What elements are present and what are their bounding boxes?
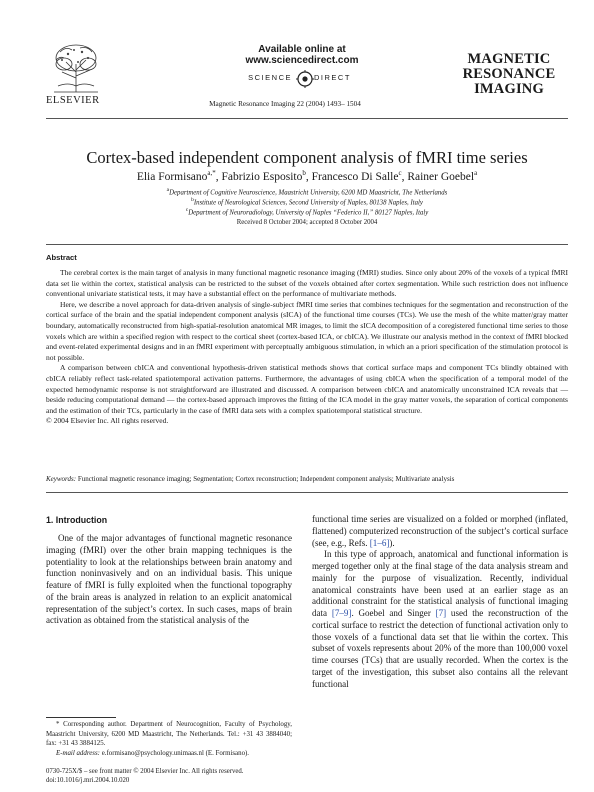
front-matter-info — [46, 767, 306, 785]
reference-link[interactable]: [7] — [435, 608, 447, 618]
journal-brand-line-3: IMAGING — [474, 81, 544, 97]
affiliation-mark: a — [166, 187, 170, 193]
article-title: Cortex-based independent component analysis of fMRI time series — [86, 148, 528, 167]
available-online-banner: Available online at www.sciencedirect.com — [245, 44, 359, 66]
journal-brand-line-1: MAGNETIC — [467, 51, 551, 67]
body-paragraph — [312, 514, 568, 549]
front-matter-line: 0730-725X/$ – see front matter © 2004 Elsevier Inc. All rights reserved. — [46, 768, 244, 775]
author-list: Elia Formisano$^{a,*}$, Fabrizio Esposito$^b$, Francesco Di Salle$^c$, Rainer Goebel$^a$ — [136, 169, 478, 183]
keywords-list: Functional magnetic resonance imaging; Segmentation; Cortex reconstruction; Independent component analysis; Multivariate analysis — [77, 475, 455, 483]
received-dates: Received 8 October 2004; accepted 8 October 2004 — [236, 219, 378, 226]
abstract-heading: Abstract — [46, 253, 77, 262]
author-affiliation-mark: c — [398, 169, 402, 177]
affiliation-text: Department of Neuroradiology, University of Naples “Federico II,” 80127 Naples, Italy — [188, 209, 429, 217]
author-affiliation-mark: b — [302, 169, 306, 177]
journal-citation: Magnetic Resonance Imaging 22 (2004) 1493– 1504 — [209, 100, 361, 108]
author-name: Elia Formisano — [136, 170, 208, 183]
text-run: . Goebel and Singer — [351, 608, 436, 618]
author-affiliation-mark: a,* — [207, 169, 216, 177]
left-column — [46, 533, 292, 627]
abstract-bottom-divider — [46, 492, 568, 493]
text-run: ). — [389, 537, 395, 548]
right-column — [312, 514, 568, 690]
email-line — [46, 749, 292, 759]
email-label: E-mail address: — [56, 749, 100, 757]
author-name: Francesco Di Salle — [311, 170, 399, 183]
text-run: In this type of approach, anatomical and functional information is merged together only at the final stage of the data analysis stream and mainly for the purpose of visualization. Recently, individual anatomical constraints have been used at an earlier stage as an additional constraint for the statistical analysis of functional imaging data — [312, 549, 568, 618]
abstract-top-divider — [46, 244, 568, 245]
affiliation-mark: b — [191, 197, 194, 203]
author-affiliation-mark: a — [474, 169, 478, 177]
keywords — [46, 475, 568, 483]
abstract-paragraph: Here, we describe a novel approach for data-driven analysis of single-subject fMRI time series that combines techniques for the segmentation and reconstruction of the cortical surface of the brain and the spatial independent component analysis (sICA) of the functional time courses (TCs). We use the mesh of the white matter/gray matter boundary, automatically reconstructed from high-spatial-resolution anatomical MR images, to limit the sICA decomposition of a coregistered functional time series to those voxels which are within a specified region with respect to the cortical sheet (cortex-based ICA, or cbICA). We illustrate our analysis method in the context of fMRI blocked and event-related experimental designs and in an fMRI experiment with perceptually ambiguous stimulation, in which an a priori specification of the stimulation protocol is not possible. — [46, 299, 568, 362]
publisher-name: ELSEVIER — [46, 95, 100, 106]
journal-brand-line-2: RESONANCE — [462, 66, 556, 82]
affiliation — [46, 197, 568, 206]
sciencedirect-wordmark: SCIENCE DIRECT — [248, 73, 351, 82]
doi-line[interactable]: doi:10.1016/j.mri.2004.10.020 — [46, 777, 130, 784]
abstract-body — [46, 268, 568, 427]
abstract-paragraph: A comparison between cbICA and conventional hypothesis-driven statistical methods shows that cortical surface maps and component TCs blindly obtained with cbICA reliably reflect task-related spatiotemporal activation patterns. Furthermore, the advantages of using cbICA when the specification of a temporal model of the expected hemodynamic response is not straightforward are illustrated and discussed. A comparison between cbICA and anatomically unconstrained ICA reveals that — beside reducing computational demand — the cortex-based approach improves the fitting of the ICA model in the gray matter voxels, the separation of cortical components and the estimation of their TCs, particularly in the case of fMRI data sets with a complex spatiotemporal statistical structure. — [46, 363, 568, 415]
header-divider — [46, 118, 568, 119]
affiliation-text: Institute of Neurological Sciences, Second University of Naples, 80138 Naples, Italy — [193, 199, 423, 207]
reference-link[interactable]: [7–9] — [331, 608, 352, 618]
corresponding-author-note: * Corresponding author. Department of Neurocognition, Faculty of Psychology, Maastricht University, 6200 MD Maastricht, The Netherlands. Tel.: +31 43 3884040; fax: +31 43 3884125. — [46, 721, 292, 748]
text-run: functional time series are visualized on a folded or morphed (inflated, flattened) computerized reconstruction of the subject’s cortical surface (see, e.g., Refs. — [312, 514, 568, 548]
body-paragraph: One of the major advantages of functional magnetic resonance imaging (fMRI) over the other brain mapping techniques is the potentiality to look at the relationships between brain anatomy and function noninvasively and on an individual basis. This unique feature of fMRI is fully exploited when the functional topography of the brain areas is analyzed in relation to an explicit anatomical representation of the subject’s cortex. In such cases, maps of brain activation as obtained from the statistical analysis of the — [46, 533, 292, 626]
journal-brand — [450, 52, 568, 97]
affiliation-text: Department of Cognitive Neuroscience, Maastricht University, 6200 MD Maastricht, The Netherlands — [169, 189, 448, 197]
section-heading: 1. Introduction — [46, 515, 108, 525]
keywords-label: Keywords: — [46, 475, 77, 483]
text-run: used the reconstruction of the cortical surface to restrict the detection of functional activation only to those voxels of a functional data set that lie within the cortex. This subset of voxels represents about 20% of the more than 100,000 voxel time courses (TCs) that are usually recorded. When the cortex is the target of the investigation, this subset also contains all the relevant functional — [312, 608, 568, 689]
email-address[interactable]: e.formisano@psychology.unimaas.nl (E. Formisano). — [101, 749, 250, 757]
abstract-paragraph: The cerebral cortex is the main target of analysis in many functional magnetic resonance imaging (fMRI) studies. Since only about 20% of the voxels of a typical fMRI data set lie within the cortex, statistical analysis can be restricted to the subset of the voxels obtained after cortex segmentation. While such restriction does not influence conventional univariate statistical tests, it may have a substantial effect on the performance of multivariate methods. — [46, 268, 568, 299]
author-name: Fabrizio Esposito — [221, 170, 303, 183]
author-name: Rainer Goebel — [407, 170, 475, 183]
affiliation — [46, 187, 568, 196]
footnote-rule — [46, 717, 116, 718]
body-paragraph — [312, 549, 568, 690]
affiliation — [46, 207, 568, 216]
footnote — [46, 720, 292, 758]
reference-link[interactable]: [1–6] — [369, 537, 390, 548]
copyright-line: © 2004 Elsevier Inc. All rights reserved. — [46, 416, 169, 426]
elsevier-tree-logo — [48, 42, 104, 94]
affiliation-mark: c — [185, 207, 189, 213]
